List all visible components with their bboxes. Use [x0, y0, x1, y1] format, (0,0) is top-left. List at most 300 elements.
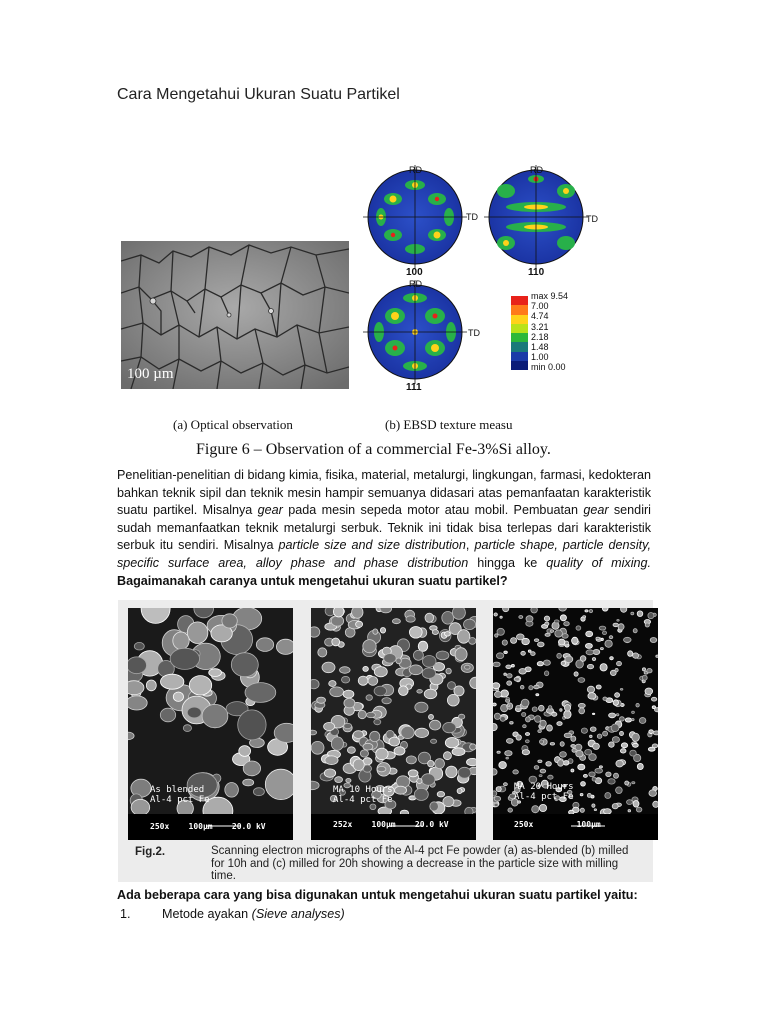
- sem-particle: [366, 695, 372, 701]
- sem-particle: [134, 642, 144, 650]
- sem-particle: [358, 710, 366, 718]
- sem-particle: [650, 638, 657, 643]
- sem-particle: [497, 628, 504, 635]
- sem-particle: [625, 718, 631, 722]
- sem-particle: [548, 775, 553, 779]
- sem-particle: [613, 700, 618, 706]
- sem-particle: [128, 696, 147, 710]
- sem-particle: [452, 608, 465, 619]
- sem-particle: [559, 608, 567, 611]
- sem-particle: [447, 694, 459, 706]
- figure6-caption: Figure 6 – Observation of a commercial Fe-3%Si alloy.: [196, 441, 551, 458]
- sem-particle: [332, 638, 340, 646]
- sem-particle: [632, 711, 635, 713]
- sem-particle: [500, 616, 502, 618]
- sem-particle: [612, 804, 618, 809]
- sem-particle: [183, 725, 191, 732]
- sem-particle: [395, 786, 407, 794]
- legend-label: 1.48: [531, 342, 549, 352]
- sem-particle: [131, 799, 150, 815]
- sem-particle: [564, 705, 570, 712]
- sem-particle: [603, 731, 608, 736]
- sem-micrograph-as-blended: [128, 608, 293, 840]
- list-item-text: Metode ayakan: [162, 907, 252, 921]
- sem-particle: [458, 714, 464, 719]
- sem-particle: [586, 650, 594, 655]
- sem-particle: [406, 616, 415, 622]
- sem-particle: [502, 640, 507, 645]
- sem-particle: [615, 693, 620, 698]
- legend-swatch: [511, 296, 528, 305]
- sem-particle: [621, 608, 627, 612]
- sem-particle: [370, 731, 380, 741]
- sem-particle: [560, 752, 567, 758]
- optical-scale-label: 100 µm: [127, 366, 174, 382]
- sem-particle: [608, 779, 615, 784]
- list-item-italic: (Sieve analyses): [251, 907, 345, 921]
- sem-particle: [565, 656, 573, 663]
- sem-particle: [409, 627, 422, 639]
- sem-particle: [541, 739, 544, 741]
- para-bold-question: Bagaimanakah caranya untuk mengetahui ukuran suatu partikel?: [117, 573, 508, 588]
- sem-particle: [525, 740, 529, 743]
- sem-particle: [520, 685, 524, 689]
- sem-particle: [581, 782, 586, 787]
- sem-particle: [558, 639, 565, 645]
- sem-particle: [637, 611, 643, 617]
- sem-particle: [600, 648, 603, 650]
- sem-particle: [578, 678, 585, 683]
- sem-particle: [543, 660, 550, 665]
- sem-particle: [146, 680, 156, 691]
- sem-particle: [231, 653, 258, 677]
- sem-particle: [454, 686, 464, 696]
- sem-particle: [564, 710, 571, 718]
- sem-particle: [209, 669, 222, 677]
- sem-particle: [366, 712, 375, 717]
- sem-particle: [363, 743, 373, 750]
- sem-particle: [603, 697, 607, 700]
- color-scale-legend: [511, 296, 528, 370]
- sem-particle: [429, 720, 440, 730]
- sem-particle: [522, 713, 526, 717]
- sem-particle: [458, 767, 471, 778]
- sem-particle: [331, 737, 343, 750]
- sem-particle: [406, 756, 416, 764]
- sem-particle: [342, 676, 350, 683]
- sem-particle: [625, 781, 629, 785]
- sem-particle: [128, 657, 147, 674]
- sem-particle: [564, 733, 571, 738]
- fig2-caption: Scanning electron micrographs of the Al-4 pct Fe powder (a) as-blended (b) milled for 10h and (c) milled for 20h showing a decrease in the particle size with milling time.: [211, 845, 629, 882]
- sem-particle: [202, 704, 228, 727]
- sem-particle: [601, 638, 603, 640]
- sem-particle: [493, 662, 500, 667]
- sem-particle: [516, 735, 521, 740]
- sem-particle: [496, 787, 501, 792]
- sem-particle: [346, 779, 351, 783]
- sem-particle: [633, 653, 639, 658]
- sem-particle: [519, 616, 523, 619]
- sem-particle: [443, 797, 454, 807]
- sem-particle: [506, 757, 509, 759]
- sem-particle: [616, 714, 619, 716]
- sem-particle: [425, 613, 434, 622]
- sem-particle: [344, 723, 352, 728]
- sem-particle: [604, 809, 612, 815]
- sem-particle: [311, 627, 320, 637]
- sem-particle: [587, 664, 593, 668]
- sem-particle: [160, 708, 175, 722]
- legend-label: 1.00: [531, 352, 549, 363]
- sem-particle: [424, 689, 437, 699]
- sem-particle: [443, 752, 451, 760]
- sem-particle: [408, 770, 418, 777]
- sem-particle: [588, 693, 596, 700]
- sem-particle: [394, 747, 405, 755]
- sem-particle: [633, 801, 639, 808]
- para-text: pada mesin sepeda motor atau mobil. Pembuatan: [282, 503, 584, 518]
- sem-particle: [632, 733, 640, 741]
- sem-particle: [446, 766, 457, 778]
- sem-particle: [418, 641, 428, 651]
- sem-particle: [639, 718, 646, 724]
- sem-particle: [401, 726, 414, 738]
- sem-particle: [578, 764, 585, 770]
- sem-particle: [452, 748, 465, 756]
- sem-particle: [589, 610, 592, 613]
- sem-particle: [532, 806, 539, 813]
- sem-particle: [352, 608, 363, 618]
- sem-particle: [253, 788, 264, 796]
- sem-particle: [519, 669, 526, 675]
- sem-particle: [499, 762, 507, 769]
- sem-particle: [380, 628, 385, 634]
- sem-a-scalebar: 250x 100µm 20.0 kV: [150, 822, 266, 831]
- sem-b-scalebar: 252x 100µm 20.0 kV: [333, 820, 449, 829]
- sem-particle: [538, 730, 542, 733]
- sem-particle: [581, 728, 587, 733]
- sem-particle: [187, 622, 208, 644]
- pf110-index: 110: [528, 267, 545, 278]
- sem-particle: [445, 632, 451, 637]
- legend-label: 7.00: [531, 301, 549, 312]
- sem-particle: [311, 730, 317, 735]
- sem-particle: [442, 612, 454, 625]
- sem-particle: [469, 638, 476, 645]
- sem-particle: [636, 703, 639, 707]
- sem-particle: [493, 791, 497, 796]
- sem-particle: [583, 616, 586, 618]
- sem-particle: [494, 691, 501, 697]
- sem-particle: [414, 788, 428, 800]
- sem-particle: [399, 686, 409, 696]
- sem-particle: [428, 760, 434, 767]
- section-intro-heading: Ada beberapa cara yang bisa digunakan untuk mengetahui ukuran suatu partikel yaitu:: [117, 888, 638, 902]
- sem-particle: [431, 739, 437, 743]
- sem-particle: [578, 703, 585, 707]
- sem-particle: [465, 665, 471, 669]
- sem-particle: [343, 690, 354, 698]
- sem-particle: [360, 750, 368, 757]
- sem-particle: [531, 608, 538, 613]
- sem-particle: [554, 620, 559, 623]
- sem-particle: [560, 615, 566, 621]
- sem-particle: [627, 800, 633, 805]
- sem-particle: [508, 808, 513, 812]
- sem-particle: [655, 708, 659, 712]
- sem-particle: [503, 608, 509, 612]
- sem-particle: [429, 714, 434, 719]
- sem-particle: [621, 743, 627, 748]
- sem-particle: [325, 756, 338, 765]
- sem-particle: [493, 703, 496, 706]
- sem-particle: [569, 810, 575, 814]
- sem-particle: [358, 676, 368, 685]
- sem-particle: [189, 676, 211, 695]
- sem-particle: [637, 763, 643, 769]
- sem-particle: [514, 677, 520, 681]
- sem-particle: [382, 698, 391, 704]
- sem-particle: [609, 742, 615, 747]
- sem-particle: [620, 749, 626, 753]
- sem-particle: [335, 777, 343, 783]
- sem-particle: [574, 672, 578, 676]
- sem-particle: [504, 651, 508, 654]
- sem-particle: [322, 662, 335, 673]
- sem-particle: [392, 619, 400, 624]
- sem-particle: [536, 694, 539, 696]
- sem-particle: [592, 658, 595, 661]
- sem-particle: [633, 743, 639, 747]
- sem-particle: [467, 758, 477, 765]
- sem-micrograph-20h: [493, 608, 658, 840]
- sem-particle: [572, 637, 578, 644]
- sem-particle: [455, 648, 467, 661]
- sem-particle: [628, 810, 631, 812]
- sem-particle: [511, 664, 514, 667]
- sem-particle: [256, 638, 273, 652]
- sem-particle: [311, 679, 319, 688]
- legend-swatch: [511, 342, 528, 351]
- sem-particle: [353, 731, 363, 739]
- sem-particle: [594, 809, 596, 811]
- sem-particle: [528, 650, 531, 652]
- sem-particle: [592, 804, 595, 807]
- sem-particle: [624, 637, 632, 642]
- para-italic: quality of mixing.: [546, 555, 652, 570]
- sem-particle: [540, 720, 546, 727]
- legend-swatch: [511, 324, 528, 333]
- sem-particle: [507, 681, 512, 685]
- sem-particle: [653, 801, 658, 807]
- sem-particle: [537, 662, 543, 666]
- sem-particle: [611, 724, 619, 732]
- sem-particle: [443, 722, 456, 732]
- sem-particle: [538, 642, 545, 647]
- sem-particle: [586, 631, 593, 637]
- sem-particle: [575, 744, 582, 750]
- sem-particle: [422, 668, 435, 679]
- sem-particle: [576, 750, 583, 757]
- sem-particle: [344, 698, 355, 708]
- sem-particle: [647, 669, 652, 673]
- pf110-rd-label: RD: [530, 165, 543, 175]
- sem-particle: [602, 631, 606, 635]
- sem-particle: [649, 790, 657, 797]
- sem-particle: [560, 742, 564, 747]
- sem-particle: [593, 649, 600, 654]
- caption-b: (b) EBSD texture measu: [385, 417, 513, 432]
- sem-particle: [616, 760, 623, 767]
- document-title: Cara Mengetahui Ukuran Suatu Partikel: [117, 86, 400, 103]
- para-text: Penelitian-penelitian di bidang kimia, fisika, material, metalurgi, lingkungan, farmasi, kedokteran bahkan teknik sipil dan teknik mesin hampir semuanya didasari atas pemanfaatan karakteristik suatu partikel. Misalnya: [117, 468, 651, 518]
- sem-particle: [613, 623, 618, 627]
- sem-particle: [645, 623, 649, 627]
- sem-particle: [374, 667, 387, 677]
- pf100-rd-label: RD: [409, 165, 422, 175]
- sem-particle: [430, 802, 439, 811]
- sem-particle: [494, 803, 498, 806]
- sem-particle: [523, 725, 527, 728]
- sem-particle: [617, 619, 619, 621]
- pf100-td-label: TD: [466, 212, 478, 222]
- sem-particle: [333, 608, 344, 617]
- sem-particle: [599, 626, 606, 630]
- sem-particle: [580, 656, 586, 662]
- sem-particle: [585, 610, 588, 612]
- sem-particle: [356, 621, 363, 627]
- sem-particle: [494, 613, 497, 616]
- sem-particle: [225, 783, 239, 798]
- sem-particle: [596, 685, 601, 689]
- sem-particle: [506, 739, 513, 744]
- para-italic: particle shape, particle density, specific surface area, alloy phase and phase distribution: [117, 538, 651, 570]
- sem-particle: [526, 717, 531, 722]
- sem-particle: [547, 725, 553, 731]
- legend-label: min 0.00: [531, 362, 566, 373]
- sem-particle: [558, 760, 564, 767]
- legend-swatch: [511, 361, 528, 370]
- legend-label: 4.74: [531, 311, 549, 322]
- list-item: [162, 907, 345, 921]
- sem-particle: [585, 643, 592, 648]
- sem-particle: [628, 651, 633, 657]
- sem-particle: [245, 683, 276, 703]
- sem-particle: [550, 743, 554, 746]
- pf111-index: 111: [406, 382, 422, 393]
- para-italic: gear: [257, 503, 283, 518]
- sem-particle: [421, 774, 435, 786]
- sem-particle: [513, 770, 519, 774]
- sem-c-scalebar: 250x 100µm: [514, 820, 601, 829]
- body-paragraph: [117, 467, 651, 590]
- sem-particle: [435, 759, 445, 769]
- sem-particle: [599, 766, 602, 768]
- sem-particle: [631, 612, 634, 615]
- sem-particle: [376, 748, 388, 760]
- sem-particle: [504, 673, 507, 675]
- sem-particle: [374, 686, 386, 696]
- sem-particle: [592, 777, 596, 781]
- pf111-rd-label: RD: [409, 279, 422, 289]
- sem-particle: [368, 677, 378, 686]
- legend-swatch: [511, 305, 528, 314]
- sem-particle: [656, 655, 658, 657]
- sem-particle: [493, 769, 497, 775]
- sem-particle: [373, 629, 378, 634]
- sem-particle: [493, 683, 500, 689]
- sem-particle: [318, 648, 327, 657]
- sem-particle: [417, 779, 422, 784]
- sem-particle: [609, 636, 613, 639]
- sem-particle: [593, 743, 600, 749]
- sem-particle: [413, 650, 423, 660]
- sem-particle: [642, 675, 647, 680]
- sem-particle: [331, 616, 344, 626]
- pole-figures-graphic: [360, 160, 610, 400]
- sem-particle: [609, 713, 616, 718]
- sem-particle: [432, 630, 438, 635]
- sem-particle: [507, 674, 512, 678]
- sem-particle: [632, 782, 635, 784]
- legend-label: 2.18: [531, 331, 549, 342]
- sem-particle: [243, 761, 260, 776]
- sem-micrograph-10h: [311, 608, 476, 840]
- sem-particle: [642, 668, 645, 671]
- sem-particle: [544, 671, 548, 676]
- sem-particle: [415, 702, 428, 712]
- sem-particle: [580, 793, 583, 795]
- sem-particle: [522, 750, 529, 755]
- sem-particle: [651, 697, 656, 701]
- sem-particle: [571, 769, 574, 772]
- sem-particle: [587, 686, 594, 693]
- sem-particle: [539, 705, 545, 711]
- para-text: hingga ke: [468, 555, 547, 570]
- pf111-td-label: TD: [468, 328, 480, 338]
- sem-particle: [580, 808, 584, 812]
- sem-particle: [616, 787, 623, 794]
- sem-particle: [422, 656, 436, 668]
- sem-particle: [653, 731, 658, 735]
- sem-particle: [276, 639, 293, 654]
- sem-particle: [470, 744, 476, 750]
- sem-particle: [505, 751, 512, 756]
- sem-particle: [517, 634, 525, 640]
- sem-particle: [546, 762, 552, 767]
- sem-particle: [170, 648, 199, 669]
- sem-particle: [457, 788, 462, 793]
- sem-particle: [539, 804, 546, 811]
- sem-particle: [415, 728, 429, 737]
- sem-particle: [587, 793, 591, 797]
- pf100-index: 100: [406, 267, 423, 278]
- sem-particle: [579, 708, 585, 714]
- sem-particle: [605, 793, 611, 799]
- sem-particle: [161, 674, 184, 689]
- sem-particle: [417, 690, 423, 694]
- sem-particle: [409, 665, 422, 675]
- sem-particle: [618, 624, 624, 630]
- legend-swatch: [511, 352, 528, 361]
- sem-particle: [535, 716, 541, 723]
- sem-particle: [555, 630, 563, 637]
- legend-swatch: [511, 315, 528, 324]
- sem-particle: [595, 768, 603, 773]
- sem-particle: [521, 699, 529, 707]
- sem-particle: [590, 735, 593, 737]
